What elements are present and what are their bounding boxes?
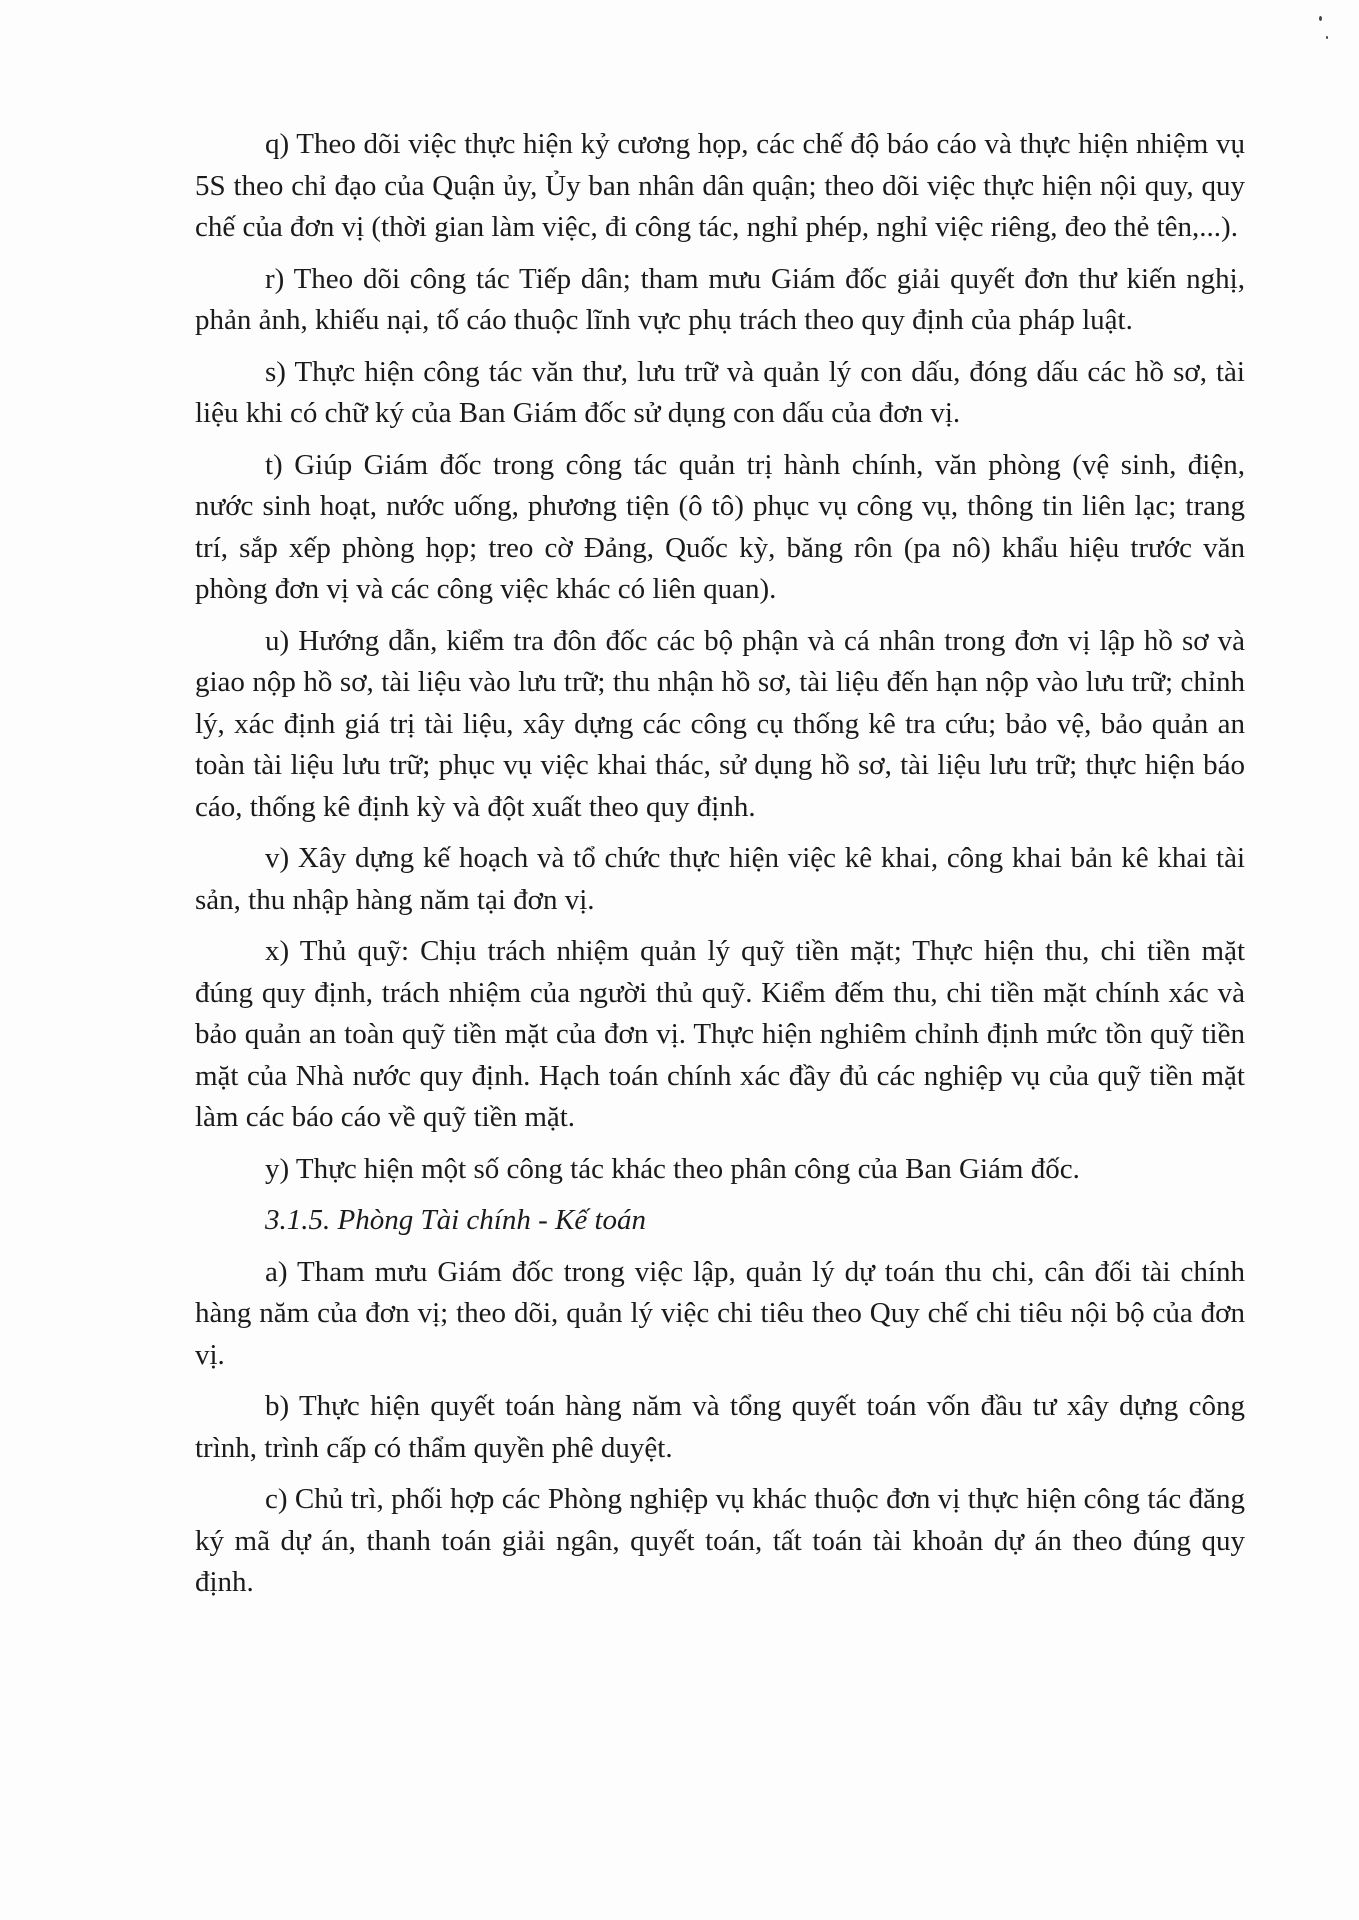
paragraph-t: t) Giúp Giám đốc trong công tác quản trị hành chính, văn phòng (vệ sinh, điện, nước sinh hoạt, nước uống, phương tiện (ô tô) phục vụ công vụ, thông tin liên lạc; trang trí, sắp xếp phòng họp; treo cờ Đảng, Quốc kỳ, băng rôn (pa nô) khẩu hiệu trước văn phòng đơn vị và các công việc khác có liên quan). — [195, 448, 1245, 605]
paragraph-s: s) Thực hiện công tác văn thư, lưu trữ và quản lý con dấu, đóng dấu các hồ sơ, tài liệu khi có chữ ký của Ban Giám đốc sử dụng con dấu của đơn vị. — [195, 355, 1245, 429]
section-paragraph-a: a) Tham mưu Giám đốc trong việc lập, quản lý dự toán thu chi, cân đối tài chính hàng năm của đơn vị; theo dõi, quản lý việc chi tiêu theo Quy chế chi tiêu nội bộ của đơn vị. — [195, 1255, 1245, 1371]
paragraph-y: y) Thực hiện một số công tác khác theo phân công của Ban Giám đốc. — [265, 1152, 1080, 1185]
paragraph-u: u) Hướng dẫn, kiểm tra đôn đốc các bộ phận và cá nhân trong đơn vị lập hồ sơ và giao nộp hồ sơ, tài liệu vào lưu trữ; thu nhận hồ sơ, tài liệu đến hạn nộp vào lưu trữ; chỉnh lý, xác định giá trị tài liệu, xây dựng các công cụ thống kê tra cứu; bảo vệ, bảo quản an toàn tài liệu lưu trữ; phục vụ việc khai thác, sử dụng hồ sơ, tài liệu lưu trữ; thực hiện báo cáo, thống kê định kỳ và đột xuất theo quy định. — [195, 624, 1245, 823]
document-body — [195, 124, 1245, 1614]
scan-speck — [1319, 16, 1322, 21]
paragraph-q: q) Theo dõi việc thực hiện kỷ cương họp, các chế độ báo cáo và thực hiện nhiệm vụ 5S theo chỉ đạo của Quận ủy, Ủy ban nhân dân quận; theo dõi việc thực hiện nội quy, quy chế của đơn vị (thời gian làm việc, đi công tác, nghỉ phép, nghỉ việc riêng, đeo thẻ tên,...). — [195, 128, 1245, 243]
section-paragraph-b: b) Thực hiện quyết toán hàng năm và tổng quyết toán vốn đầu tư xây dựng công trình, trình cấp có thẩm quyền phê duyệt. — [195, 1390, 1245, 1464]
section-paragraph-c: c) Chủ trì, phối hợp các Phòng nghiệp vụ khác thuộc đơn vị thực hiện công tác đăng ký mã dự án, thanh toán giải ngân, quyết toán, tất toán tài khoản dự án theo đúng quy định. — [195, 1483, 1245, 1598]
section-heading: 3.1.5. Phòng Tài chính - Kế toán — [265, 1204, 647, 1236]
paragraph-x: x) Thủ quỹ: Chịu trách nhiệm quản lý quỹ tiền mặt; Thực hiện thu, chi tiền mặt đúng quy định, trách nhiệm của người thủ quỹ. Kiểm đếm thu, chi tiền mặt chính xác và bảo quản an toàn quỹ tiền mặt của đơn vị. Thực hiện nghiêm chỉnh định mức tồn quỹ tiền mặt của Nhà nước quy định. Hạch toán chính xác đầy đủ các nghiệp vụ của quỹ tiền mặt làm các báo cáo về quỹ tiền mặt. — [195, 935, 1245, 1133]
scan-speck — [1326, 36, 1328, 39]
paragraph-r: r) Theo dõi công tác Tiếp dân; tham mưu Giám đốc giải quyết đơn thư kiến nghị, phản ảnh, khiếu nại, tố cáo thuộc lĩnh vực phụ trách theo quy định của pháp luật. — [195, 262, 1245, 336]
paragraph-v: v) Xây dựng kế hoạch và tổ chức thực hiện việc kê khai, công khai bản kê khai tài sản, thu nhập hàng năm tại đơn vị. — [195, 842, 1245, 916]
